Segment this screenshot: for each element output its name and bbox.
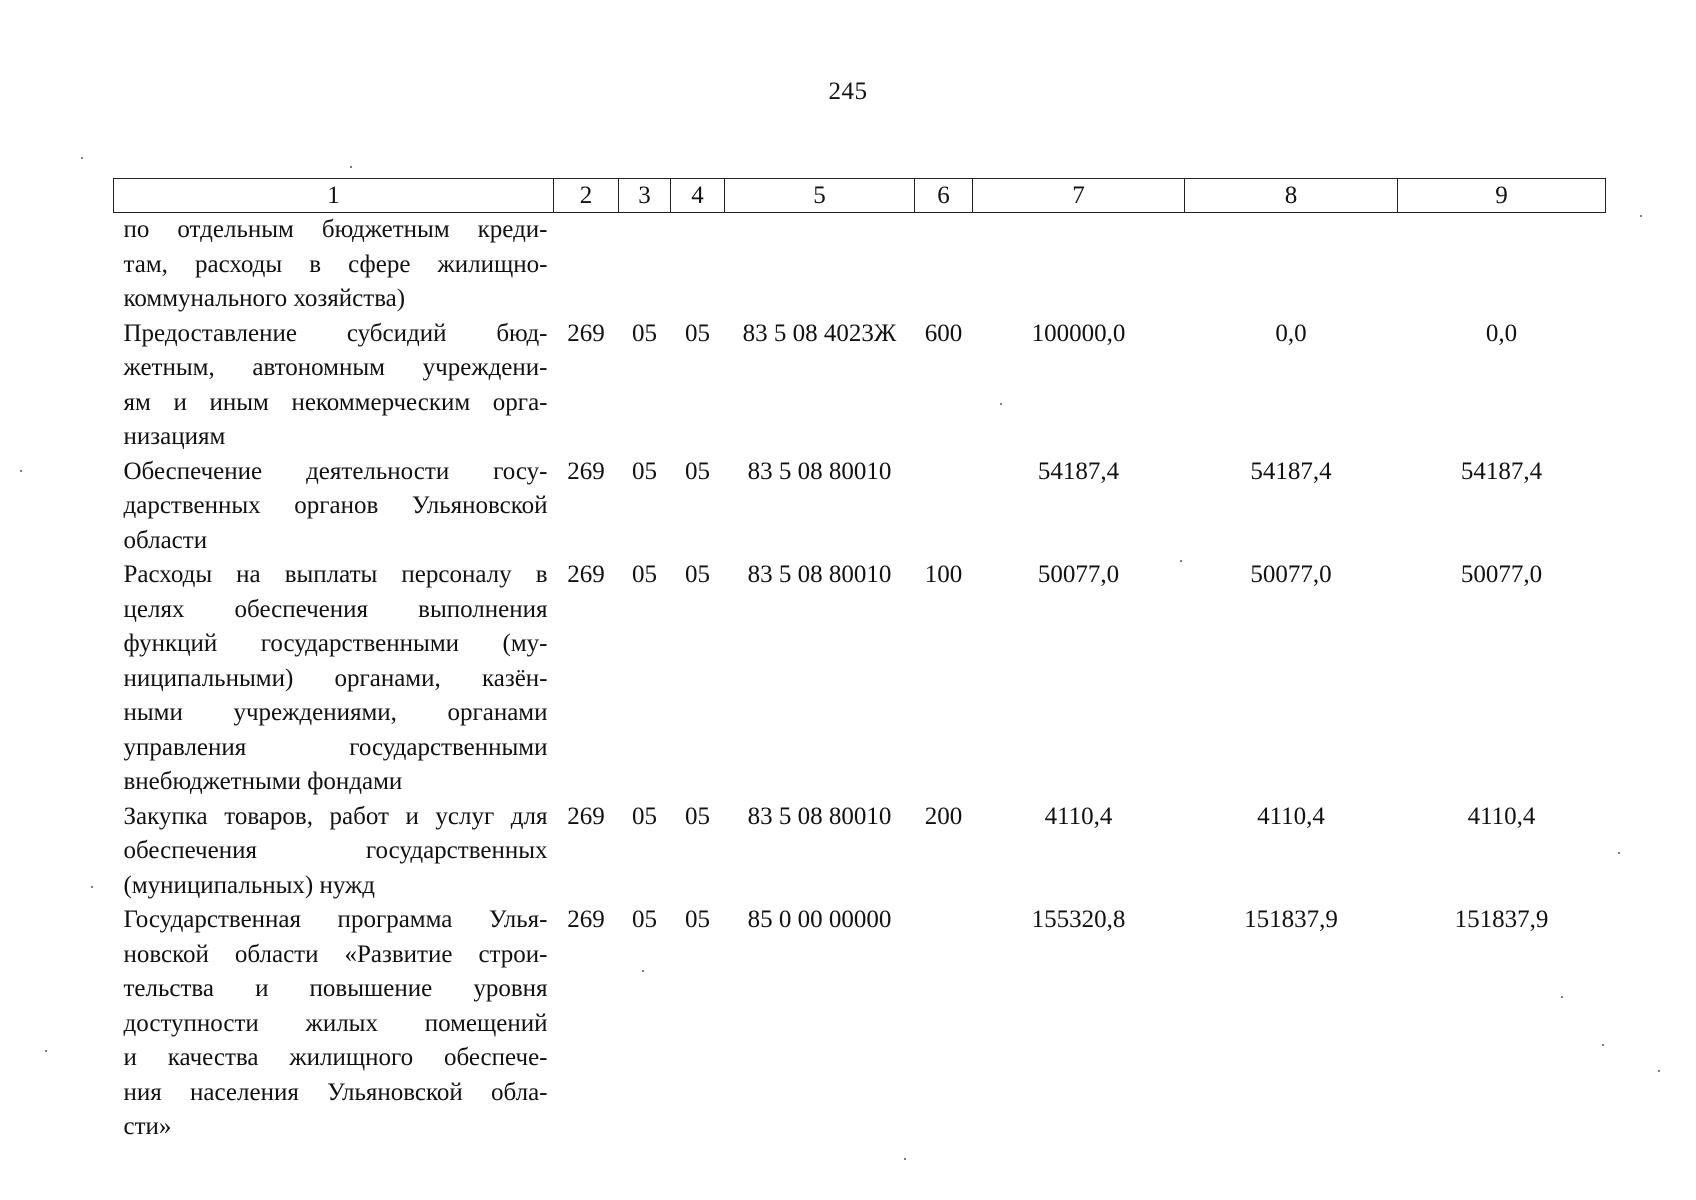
scan-speck — [1618, 852, 1620, 854]
cell-column-8: 0,0 — [1275, 319, 1307, 347]
cell-column-2: 269 — [567, 906, 605, 933]
scan-speck — [91, 886, 93, 888]
cell-column-7: 4110,4 — [1044, 802, 1113, 830]
cell-column-9 — [1398, 213, 1606, 317]
cell-column-2: 269 — [567, 457, 605, 485]
cell-column-9: 151837,9 — [1454, 906, 1549, 933]
cell-column-6: 100 — [924, 561, 963, 588]
scan-speck — [81, 157, 83, 159]
cell-column-4: 05 — [685, 561, 710, 588]
cell-column-4 — [671, 213, 725, 317]
cell-column-7: 50077,0 — [1037, 561, 1120, 588]
row-description — [114, 213, 554, 317]
description-line: Обеспечение деятельности госу- — [123, 457, 548, 485]
description-line: области — [123, 526, 208, 554]
description-line: (муниципальных) нужд — [123, 871, 376, 899]
cell-column-4: 05 — [685, 802, 710, 830]
cell-column-5: 83 5 08 4023Ж — [742, 319, 897, 347]
cell-column-7: 155320,8 — [1031, 906, 1126, 933]
cell-column-5: 85 0 00 00000 — [747, 906, 892, 933]
cell-column-2 — [554, 213, 619, 317]
scan-speck — [350, 166, 352, 168]
column-header-6: 6 — [915, 179, 973, 213]
description-line: и качества жилищного обеспече- — [123, 1044, 548, 1071]
cell-column-3: 05 — [632, 319, 657, 347]
cell-column-8: 151837,9 — [1244, 906, 1338, 933]
scan-speck — [904, 1158, 906, 1160]
cell-column-5 — [725, 213, 915, 317]
description-line: по отдельным бюджетным креди- — [123, 216, 548, 243]
description-line: функций государственными (му- — [123, 630, 548, 657]
cell-column-9: 54187,4 — [1460, 457, 1543, 485]
scan-speck — [1640, 215, 1642, 217]
row-description — [114, 800, 554, 904]
budget-table — [113, 178, 1606, 1145]
cell-column-3: 05 — [632, 457, 657, 485]
column-header-3: 3 — [619, 179, 671, 213]
cell-column-6 — [915, 455, 973, 559]
description-line: тельства и повышение уровня — [123, 975, 548, 1002]
scan-speck — [1658, 1070, 1660, 1072]
column-header-5: 5 — [725, 179, 915, 213]
description-line: сти» — [123, 1113, 172, 1140]
table-row — [114, 213, 1606, 317]
row-description — [114, 455, 554, 559]
scan-speck — [1602, 1044, 1604, 1046]
description-line: низациям — [123, 423, 226, 450]
cell-column-3: 05 — [632, 906, 657, 933]
column-header-7: 7 — [973, 179, 1185, 213]
description-line: коммунального хозяйства) — [123, 285, 406, 312]
page-number: 245 — [828, 78, 868, 105]
scan-speck — [1561, 996, 1563, 998]
cell-column-6 — [915, 213, 973, 317]
table-row — [114, 317, 1606, 455]
description-line: там, расходы в сфере жилищно- — [123, 250, 548, 278]
description-line: ям и иным некоммерческим орга- — [123, 388, 548, 416]
column-header-2: 2 — [554, 179, 619, 213]
cell-column-9: 50077,0 — [1460, 561, 1543, 588]
column-header-4: 4 — [671, 179, 725, 213]
row-description — [114, 558, 554, 800]
cell-column-8: 50077,0 — [1250, 561, 1332, 588]
row-description — [114, 903, 554, 1145]
cell-column-3 — [619, 213, 671, 317]
cell-column-8: 54187,4 — [1250, 457, 1332, 485]
scan-speck — [20, 470, 22, 472]
scan-speck — [642, 970, 644, 972]
cell-column-7: 54187,4 — [1037, 457, 1120, 485]
description-line: дарственных органов Ульяновской — [123, 492, 548, 519]
description-line: Закупка товаров, работ и услуг для — [123, 802, 548, 830]
description-line: Расходы на выплаты персоналу в — [123, 561, 548, 588]
cell-column-9: 0,0 — [1485, 319, 1518, 347]
description-line: новской области «Развитие строи- — [123, 940, 548, 968]
row-description — [114, 317, 554, 455]
column-header-1: 1 — [114, 179, 554, 213]
cell-column-5: 83 5 08 80010 — [747, 457, 892, 485]
description-line: жетным, автономным учреждени- — [123, 354, 548, 381]
cell-column-4: 05 — [685, 319, 710, 347]
column-header-9: 9 — [1398, 179, 1606, 213]
description-line: управления государственными — [123, 733, 548, 761]
cell-column-3: 05 — [632, 561, 657, 588]
cell-column-2: 269 — [567, 561, 605, 588]
cell-column-8: 4110,4 — [1257, 802, 1325, 830]
cell-column-3: 05 — [632, 802, 657, 830]
table-row — [114, 455, 1606, 559]
scan-speck — [1000, 403, 1002, 405]
description-line: ниципальными) органами, казён- — [123, 664, 548, 692]
table-row — [114, 903, 1606, 1145]
cell-column-9: 4110,4 — [1467, 802, 1536, 830]
table-row — [114, 800, 1606, 904]
description-line: ния населения Ульяновской обла- — [123, 1078, 548, 1106]
cell-column-7 — [973, 213, 1185, 317]
cell-column-4: 05 — [685, 457, 710, 485]
description-line: Государственная программа Улья- — [123, 906, 548, 933]
cell-column-8 — [1185, 213, 1398, 317]
cell-column-6 — [915, 903, 973, 1145]
description-line: целях обеспечения выполнения — [123, 595, 548, 623]
cell-column-5: 83 5 08 80010 — [747, 561, 892, 588]
scan-speck — [1180, 560, 1182, 562]
column-header-8: 8 — [1185, 179, 1398, 213]
description-line: обеспечения государственных — [123, 837, 548, 864]
cell-column-6: 200 — [924, 802, 963, 830]
scan-speck — [45, 1050, 47, 1052]
description-line: ными учреждениями, органами — [123, 699, 548, 726]
cell-column-6: 600 — [924, 319, 963, 347]
cell-column-5: 83 5 08 80010 — [747, 802, 892, 830]
description-line: внебюджетными фондами — [123, 768, 403, 795]
cell-column-2: 269 — [567, 802, 605, 830]
cell-column-2: 269 — [567, 319, 605, 347]
table-row — [114, 558, 1606, 800]
header-row — [114, 179, 1606, 213]
description-line: Предоставление субсидий бюд- — [123, 319, 548, 347]
table-body — [114, 213, 1606, 1145]
description-line: доступности жилых помещений — [123, 1009, 548, 1037]
cell-column-4: 05 — [685, 906, 710, 933]
cell-column-7: 100000,0 — [1031, 319, 1126, 347]
